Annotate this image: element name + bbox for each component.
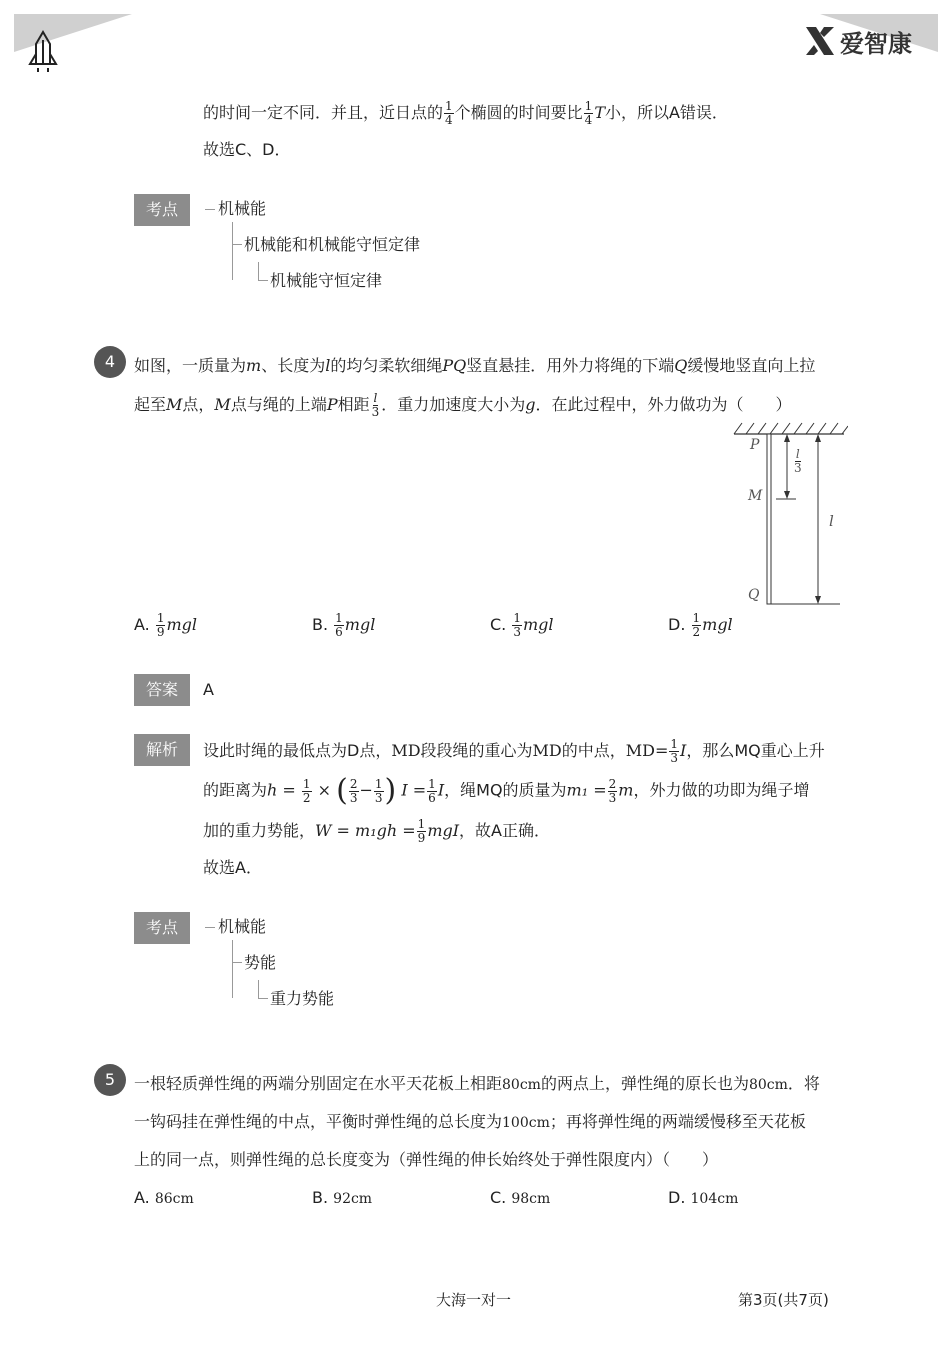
question-number-badge: 5: [94, 1064, 126, 1096]
q4-option-d[interactable]: D. $\frac{1}{2}$ mgl: [668, 611, 733, 639]
prev-kaodian-tag: 考点: [134, 194, 190, 226]
q4-kaodian-2: 势能: [244, 953, 277, 972]
tree-connector: [232, 962, 242, 963]
figure-label-m: M: [748, 488, 763, 504]
q4-option-c[interactable]: C. $\frac{1}{3}$ mgl: [490, 611, 554, 639]
prev-kaodian-2: 机械能和机械能守恒定律: [244, 235, 421, 254]
q4-stem-line-1: 如图，一质量为m、长度为l的均匀柔软细绳PQ竖直悬挂．用外力将绳的下端Q缓慢地竖直向上拉: [134, 356, 816, 375]
q4-stem-line-2: 起至M点，M点与绳的上端P相距 $\frac{l}{3}$ ．重力加速度大小为g．在此过程中，外力做功为（ ）: [134, 391, 792, 419]
jiexi-line-3: 加的重力势能，W = m₁gh = $\frac{1}{9}$ mgI，故A正确．: [203, 817, 550, 845]
q5-stem-line-1: 一根轻质弹性绳的两端分别固定在水平天花板上相距80cm的两点上，弹性绳的原长也为80cm．将: [134, 1074, 820, 1093]
q5-stem-line-3: 上的同一点，则弹性绳的总长度变为（弹性绳的伸长始终处于弹性限度内）（ ）: [134, 1150, 719, 1169]
q4-option-b[interactable]: B. $\frac{1}{6}$ mgl: [312, 611, 376, 639]
jiexi-line-4: 故选A．: [203, 858, 262, 877]
question-number-badge: 4: [94, 346, 126, 378]
tree-connector: [258, 998, 268, 999]
jiexi-line-1: 设此时绳的最低点为D点，MD段段绳的重心为MD的中点，MD= $\frac{1}{3}$ I，那么MQ重心上升: [203, 737, 825, 765]
q4-option-a[interactable]: A. $\frac{1}{9}$ mgl: [134, 611, 198, 639]
brand-mark-icon: [806, 27, 834, 55]
tree-connector: [205, 209, 215, 210]
q5-option-a[interactable]: A. 86cm: [134, 1188, 194, 1207]
answer-value: A: [203, 680, 214, 699]
prev-kaodian-1: 机械能: [218, 199, 267, 218]
prev-line-1: 的时间一定不同．并且，近日点的 $\frac{1}{4}$ 个椭圆的时间要比 $\frac{1}{4}$ T小，所以A错误．: [203, 99, 728, 127]
figure-label-l-over-3: $\frac{l}{3}$: [794, 447, 802, 475]
tree-connector: [232, 940, 233, 998]
rocket-logo-icon: [28, 30, 58, 72]
figure-label-q: Q: [748, 587, 760, 603]
q5-option-c[interactable]: C. 98cm: [490, 1188, 551, 1207]
tree-connector: [232, 222, 233, 280]
q4-kaodian-3: 重力势能: [270, 989, 335, 1008]
q5-stem-line-2: 一钩码挂在弹性绳的中点，平衡时弹性绳的总长度为100cm；再将弹性绳的两端缓慢移至天花板: [134, 1112, 806, 1131]
q5-option-b[interactable]: B. 92cm: [312, 1188, 373, 1207]
brand-name: 爱智康: [840, 29, 912, 58]
footer-center: 大海一对一: [436, 1291, 512, 1309]
q4-kaodian-tag: 考点: [134, 912, 190, 944]
footer-page-number: 第3页(共7页): [738, 1291, 829, 1309]
q5-option-d[interactable]: D. 104cm: [668, 1188, 739, 1207]
tree-connector: [258, 280, 268, 281]
answer-tag: 答案: [134, 674, 190, 706]
jiexi-line-2: 的距离为h = $\frac{1}{2}$ × ( $\frac{2}{3}$ − $\frac{1}{3}$ ) I = $\frac{1}{6}$ I，绳MQ的质量为m₁ = $\frac{2}{3}$ m，外力做的功即为绳子增: [203, 773, 810, 808]
jiexi-tag: 解析: [134, 734, 190, 766]
figure-label-l: l: [829, 512, 834, 530]
tree-connector: [232, 244, 242, 245]
brand-logo: [806, 26, 912, 56]
prev-line-2: 故选C、D．: [203, 140, 291, 159]
tree-connector: [258, 262, 259, 280]
tree-connector: [205, 927, 215, 928]
prev-kaodian-3: 机械能守恒定律: [270, 271, 383, 290]
tree-connector: [258, 980, 259, 998]
q4-kaodian-1: 机械能: [218, 917, 267, 936]
figure-label-p: P: [750, 437, 760, 453]
